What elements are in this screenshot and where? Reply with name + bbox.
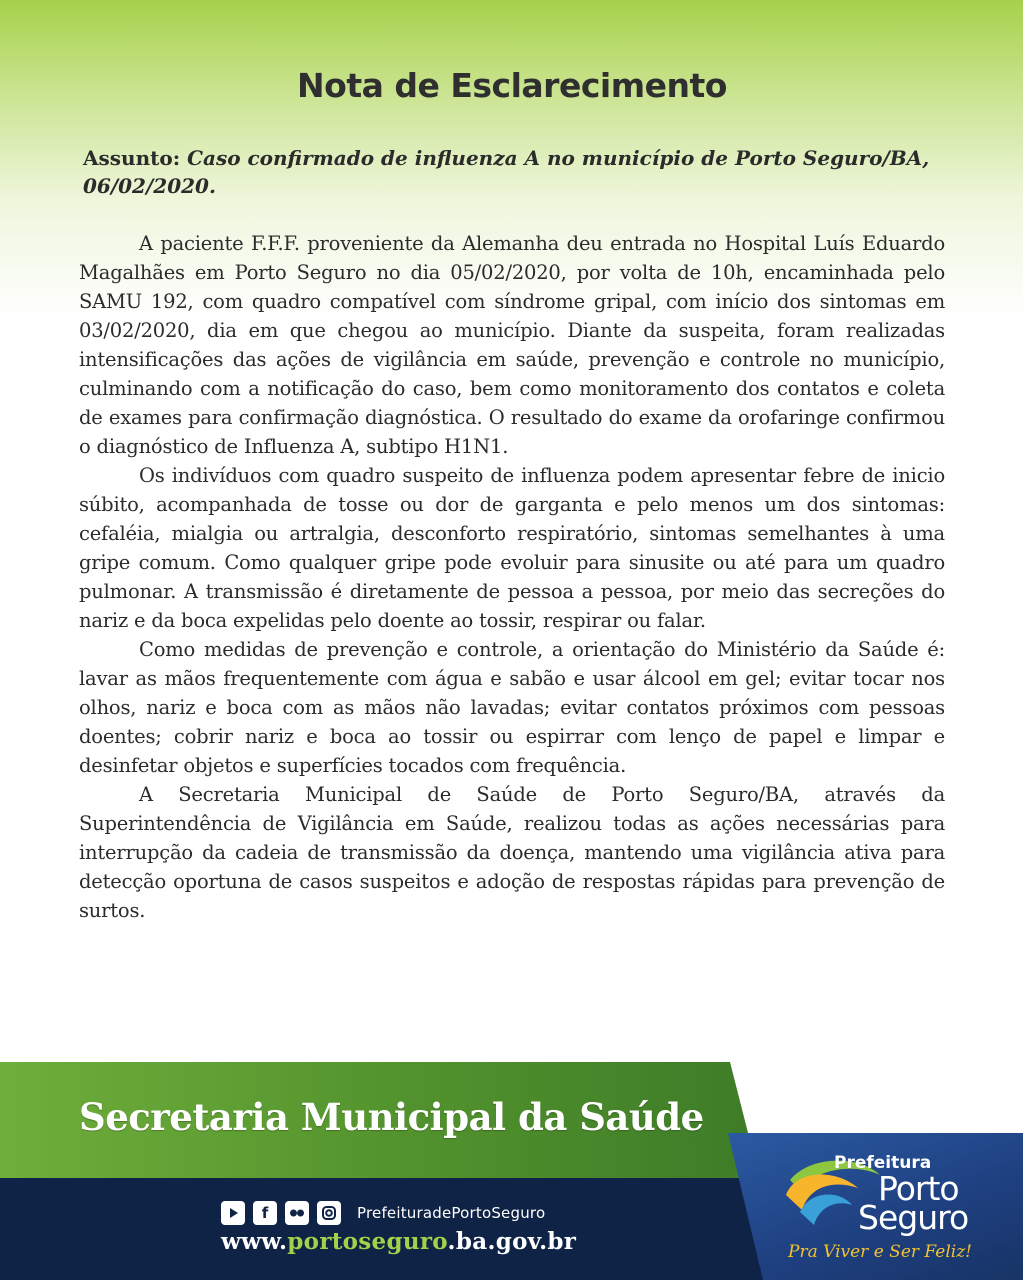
brand-prefeitura: Prefeitura [834, 1153, 932, 1173]
social-handle[interactable]: PrefeituradePortoSeguro [357, 1204, 546, 1222]
paragraph: A paciente F.F.F. proveniente da Alemanha deu entrada no Hospital Luís Eduardo Magalhães em Porto Seguro no dia 05/02/2020, por volta de 10h, encaminhada pelo SAMU 192, com quadro compatível com síndrome gripal, com início dos sintomas em 03/02/2020, dia em que chegou ao município. Diante da suspeita, foram realizadas intensificações das ações de vigilância em saúde, prevenção e controle no município, culminando com a notificação do caso, bem como monitoramento dos contatos e coleta de exames para confirmação diagnóstica. O resultado do exame da orofaringe confirmou o diagnóstico de Influenza A, subtipo H1N1. [79, 232, 945, 458]
brand-seguro: Seguro [858, 1198, 969, 1237]
paragraph: A Secretaria Municipal de Saúde de Porto Seguro/BA, através da Superintendência de Vigilância em Saúde, realizou todas as ações necessárias para interrupção da cadeia de transmissão da doença, mantendo uma vigilância ativa para detecção oportuna de casos suspeitos e adoção de respostas rápidas para prevenção de surtos. [79, 783, 945, 922]
website-prefix: www. [221, 1228, 288, 1255]
subject-label: Assunto: [83, 146, 181, 170]
flickr-icon[interactable] [285, 1201, 309, 1225]
instagram-icon[interactable] [317, 1201, 341, 1225]
brand-slogan: Pra Viver e Ser Feliz! [788, 1242, 973, 1262]
paragraph: Os indivíduos com quadro suspeito de influenza podem apresentar febre de inicio súbito, acompanhada de tosse ou dor de garganta e pelo menos um dos sintomas: cefaléia, mialgia ou artralgia, desconforto respiratório, sintomas semelhantes à uma gripe comum. Como qualquer gripe pode evoluir para sinusite ou até para um quadro pulmonar. A transmissão é diretamente de pessoa a pessoa, por meio das secreções do nariz e da boca expelidas pelo doente ao tossir, respirar ou falar. [79, 464, 945, 632]
subject-line [83, 144, 949, 200]
youtube-icon[interactable] [221, 1201, 245, 1225]
page-title: Nota de Esclarecimento [297, 66, 727, 105]
department-title: Secretaria Municipal da Saúde [79, 1095, 704, 1139]
subject-text: Caso confirmado de influenza A no município de Porto Seguro/BA, 06/02/2020. [83, 146, 930, 198]
paragraph: Como medidas de prevenção e controle, a orientação do Ministério da Saúde é: lavar as mãos frequentemente com água e sabão e usar álcool em gel; evitar tocar nos olhos, nariz e boca com as mãos não lavadas; evitar contatos próximos com pessoas doentes; cobrir nariz e boca ao tossir ou espirrar com lenço de papel e limpar e desinfetar objetos e superfícies tocados com frequência. [79, 638, 945, 777]
website-link[interactable] [221, 1228, 576, 1255]
social-row [221, 1201, 545, 1225]
brand-porto: Porto [878, 1169, 959, 1208]
facebook-icon[interactable]: f [253, 1201, 277, 1225]
website-highlight: portoseguro [287, 1228, 448, 1255]
document-body [79, 229, 945, 925]
website-suffix: .ba.gov.br [447, 1228, 577, 1255]
